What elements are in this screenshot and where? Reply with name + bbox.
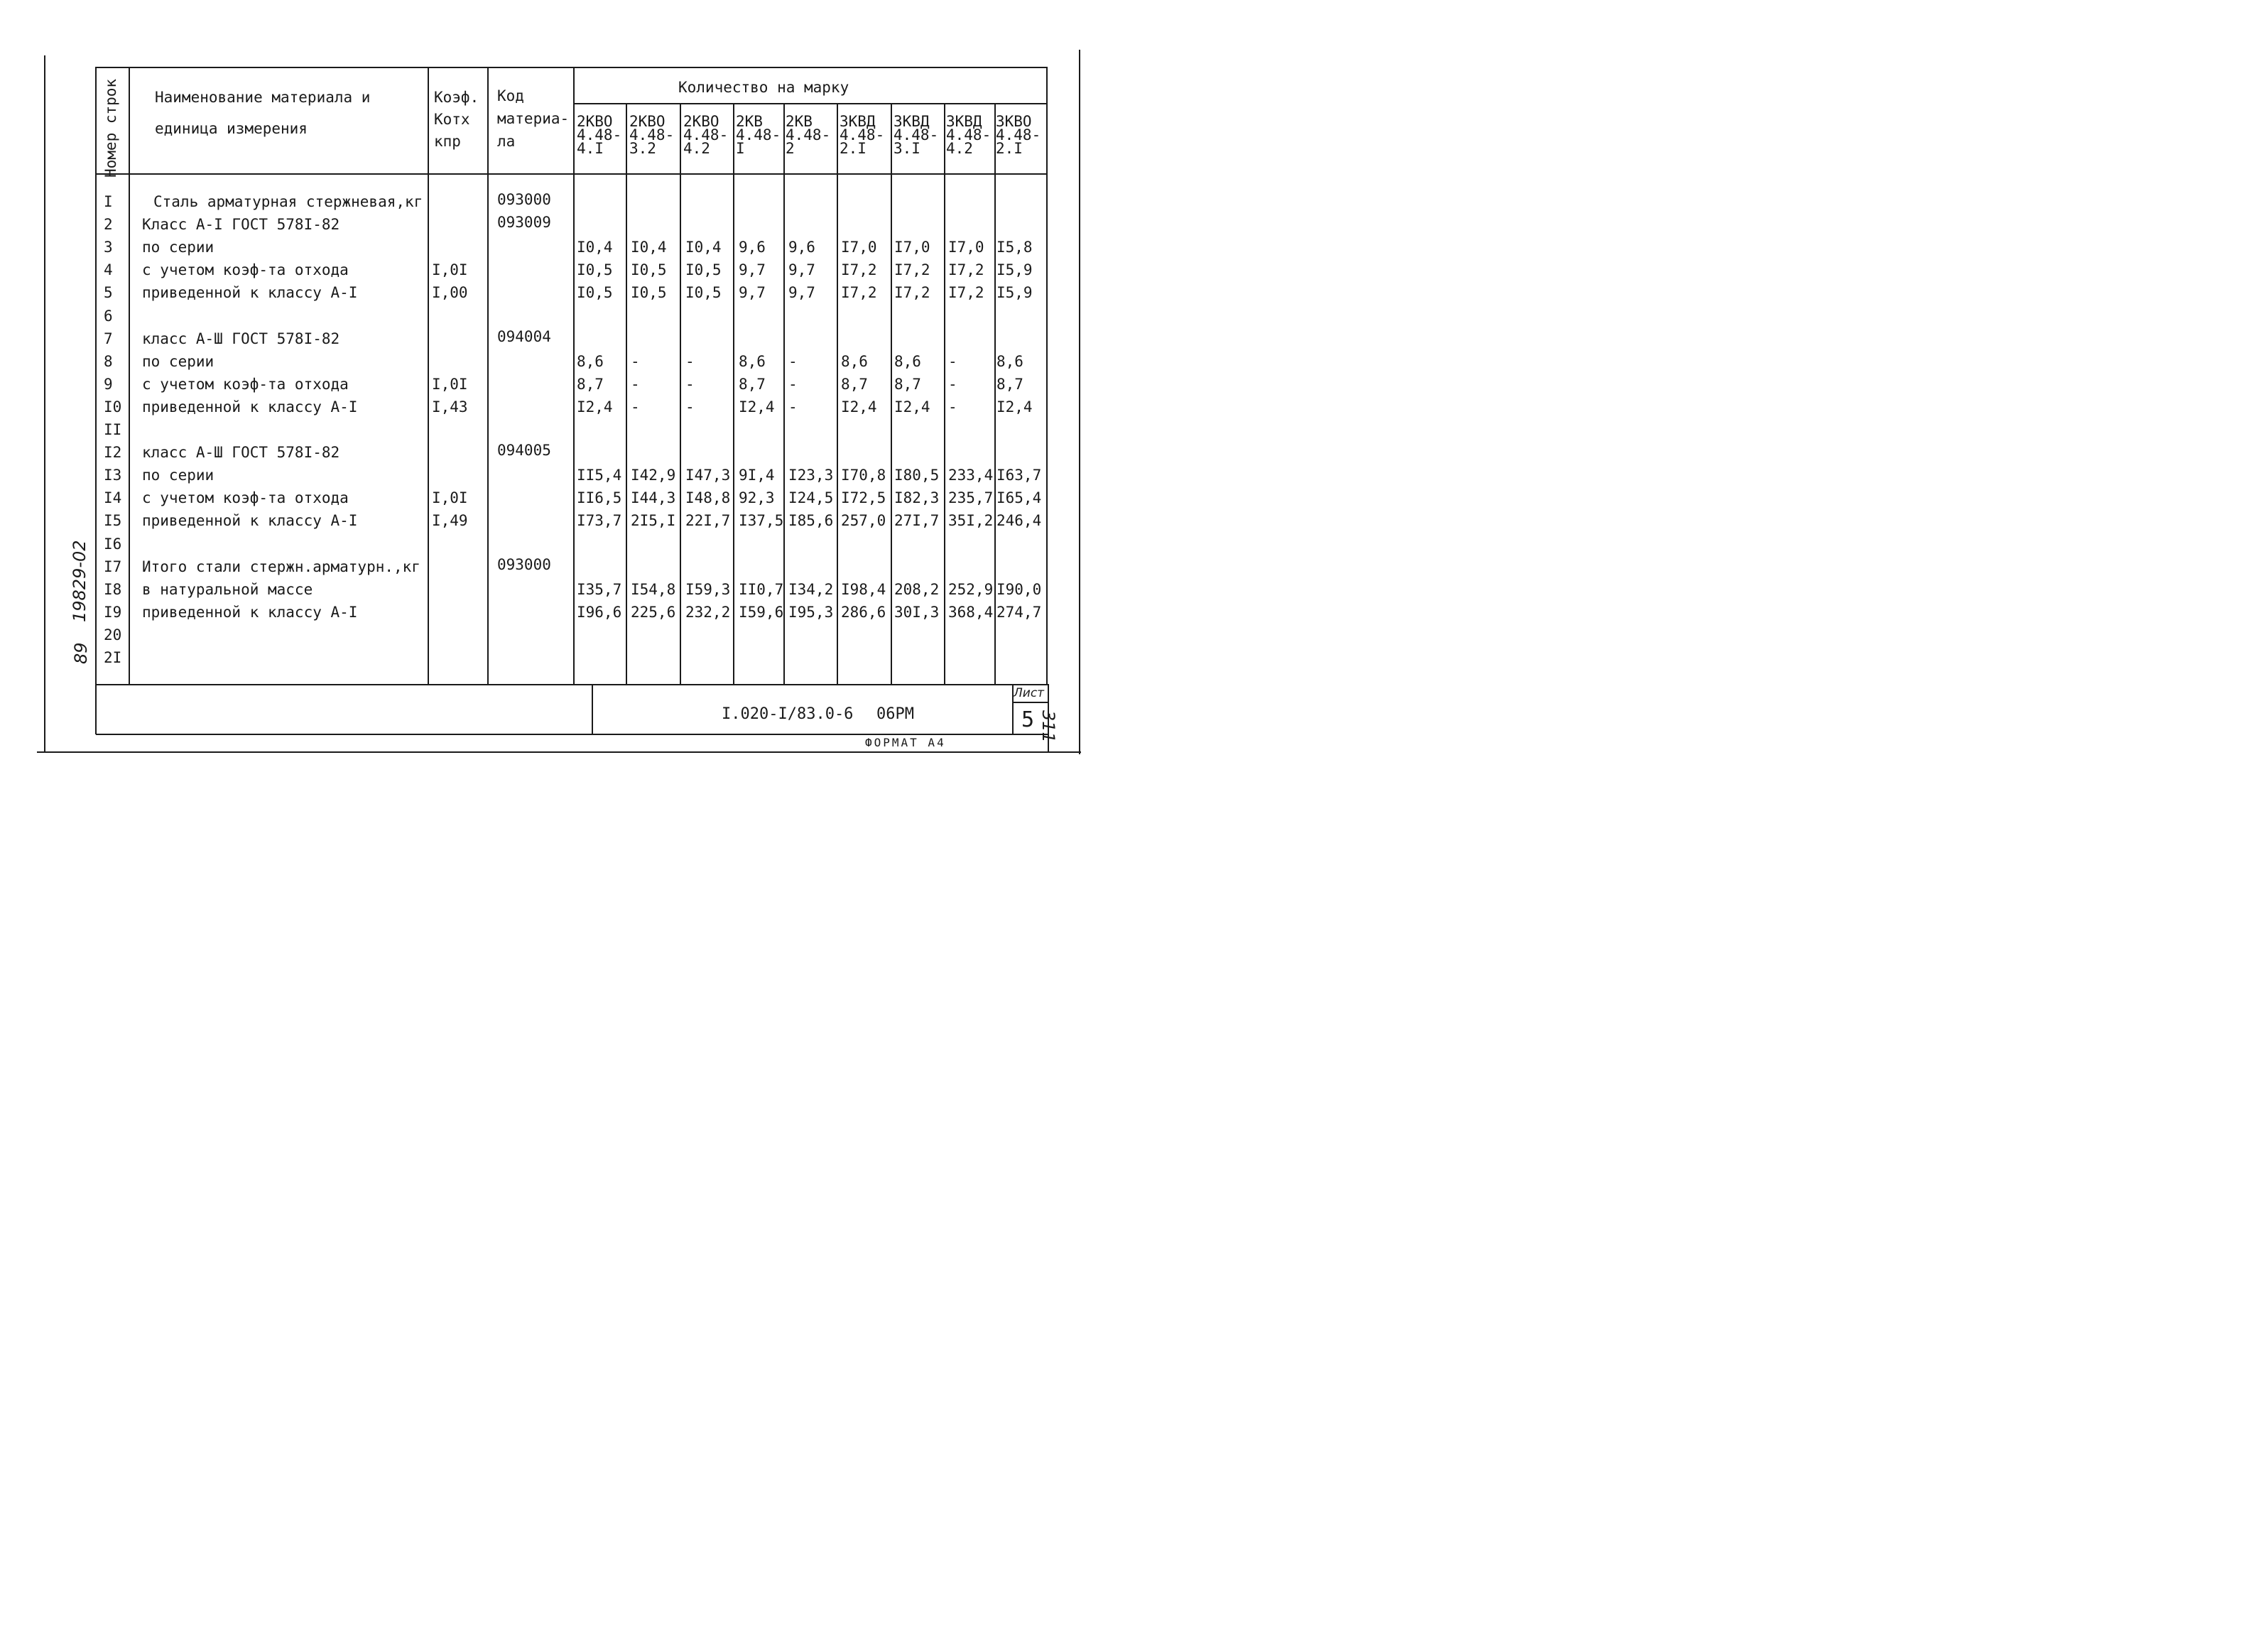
col-m6-divider <box>891 103 892 685</box>
quantity-cell: I5,9 <box>996 284 1033 301</box>
mark-header-5-line3: 2 <box>786 140 795 157</box>
quantity-cell: I0,5 <box>631 261 667 278</box>
material-code: 093000 <box>497 191 551 208</box>
quantity-cell: I85,6 <box>788 512 834 529</box>
material-name: класс А-Ш ГОСТ 578I-82 <box>142 444 340 461</box>
quantity-cell: I0,5 <box>685 284 722 301</box>
table-left-line <box>95 67 97 734</box>
quantity-cell: I2,4 <box>996 398 1033 415</box>
quantity-cell: I0,4 <box>631 239 667 256</box>
mark-header-8-line1: 3КВД <box>946 113 982 130</box>
material-code: 094005 <box>497 442 551 459</box>
sheet-label: Лист <box>1014 686 1045 700</box>
material-name: в натуральной массе <box>142 581 313 598</box>
row-number: I0 <box>104 398 122 415</box>
quantity-cell: - <box>685 353 695 370</box>
quantity-cell: - <box>948 353 957 370</box>
mark-header-4-line3: I <box>736 140 745 157</box>
quantity-cell: 2I5,I <box>631 512 676 529</box>
row-number: 3 <box>104 239 113 256</box>
mark-header-3-line2: 4.48- <box>683 126 729 143</box>
quantity-cell: I80,5 <box>894 467 940 484</box>
mark-header-7-line3: 3.I <box>893 140 920 157</box>
quantity-cell: 9I,4 <box>739 467 775 484</box>
quantity-cell: I72,5 <box>841 489 886 506</box>
quantity-cell: II6,5 <box>577 489 622 506</box>
margin-note-2: 89 <box>71 642 91 664</box>
coef-header-line1: Коэф. <box>434 89 479 106</box>
quantity-cell: 368,4 <box>948 604 994 621</box>
mark-header-7-line2: 4.48- <box>893 126 939 143</box>
quantity-cell: - <box>788 376 798 393</box>
quantity-cell: I54,8 <box>631 581 676 598</box>
coefficient: I,43 <box>432 398 468 415</box>
material-name: приведенной к классу А-I <box>142 398 358 415</box>
quantity-cell: I35,7 <box>577 581 622 598</box>
quantity-cell: 9,6 <box>788 239 815 256</box>
quantity-cell: 274,7 <box>996 604 1042 621</box>
document-code: I.020-I/83.0-6 <box>722 705 854 723</box>
quantity-cell: I90,0 <box>996 581 1042 598</box>
quantity-cell: I34,2 <box>788 581 834 598</box>
col-m2-divider <box>680 103 681 685</box>
quantity-cell: - <box>788 398 798 415</box>
quantity-cell: I0,5 <box>685 261 722 278</box>
col-m8-divider <box>994 103 996 685</box>
material-name: с учетом коэф-та отхода <box>142 376 349 393</box>
quantity-cell: I63,7 <box>996 467 1042 484</box>
quantity-cell: 9,7 <box>739 284 766 301</box>
table-right-line <box>1046 67 1048 685</box>
quantity-cell: II0,7 <box>739 581 784 598</box>
quantity-cell: I2,4 <box>894 398 930 415</box>
mark-header-7-line1: 3КВД <box>893 113 930 130</box>
quantity-cell: 92,3 <box>739 489 775 506</box>
coefficient: I,0I <box>432 376 468 393</box>
quantity-cell: I0,5 <box>577 261 613 278</box>
mark-header-9-line1: 3КВО <box>996 113 1032 130</box>
material-name: по серии <box>142 353 214 370</box>
material-name: по серии <box>142 467 214 484</box>
row-number: 6 <box>104 308 113 325</box>
row-number: I2 <box>104 444 122 461</box>
qty-header-divider <box>574 103 1048 104</box>
coefficient: I,0I <box>432 489 468 506</box>
quantity-cell: 232,2 <box>685 604 731 621</box>
quantity-cell: 35I,2 <box>948 512 994 529</box>
quantity-cell: I5,8 <box>996 239 1033 256</box>
quantity-cell: I23,3 <box>788 467 834 484</box>
mark-header-2-line2: 4.48- <box>629 126 675 143</box>
quantity-cell: I0,4 <box>577 239 613 256</box>
material-name: Сталь арматурная стержневая,кг <box>153 193 423 210</box>
row-number: I <box>104 193 113 210</box>
name-header-line2: единица измерения <box>155 120 308 137</box>
mark-header-6-line1: 3КВД <box>840 113 876 130</box>
mark-header-6-line2: 4.48- <box>840 126 885 143</box>
quantity-cell: 246,4 <box>996 512 1042 529</box>
quantity-cell: II5,4 <box>577 467 622 484</box>
quantity-cell: 9,7 <box>788 284 815 301</box>
mark-header-5-line1: 2КВ <box>786 113 813 130</box>
coefficient: I,0I <box>432 261 468 278</box>
table-body-bottom-line <box>96 684 1048 685</box>
table-top-line <box>96 67 1048 68</box>
name-header-line1: Наименование материала и <box>155 89 371 106</box>
quantity-cell: - <box>948 376 957 393</box>
quantity-cell: I5,9 <box>996 261 1033 278</box>
material-name: с учетом коэф-та отхода <box>142 489 349 506</box>
coef-header-line2: Котх <box>434 111 470 128</box>
quantity-cell: I2,4 <box>841 398 877 415</box>
quantity-cell: I44,3 <box>631 489 676 506</box>
quantity-header: Количество на марку <box>678 79 849 96</box>
quantity-cell: I70,8 <box>841 467 886 484</box>
quantity-cell: 27I,7 <box>894 512 940 529</box>
quantity-cell: I24,5 <box>788 489 834 506</box>
row-number: 2I <box>104 649 122 666</box>
col-code-divider <box>573 67 575 685</box>
quantity-cell: 252,9 <box>948 581 994 598</box>
mark-header-5-line2: 4.48- <box>786 126 831 143</box>
quantity-cell: I73,7 <box>577 512 622 529</box>
mark-header-9-line2: 4.48- <box>996 126 1041 143</box>
quantity-cell: 22I,7 <box>685 512 731 529</box>
page-right-border <box>1079 50 1080 754</box>
row-number: II <box>104 421 122 438</box>
row-number: I8 <box>104 581 122 598</box>
table-header-bottom-line <box>96 173 1048 175</box>
mark-header-3-line1: 2КВО <box>683 113 719 130</box>
row-number: I9 <box>104 604 122 621</box>
coefficient: I,00 <box>432 284 468 301</box>
code-header-line2: материа- <box>497 110 570 127</box>
quantity-cell: 8,7 <box>739 376 766 393</box>
mark-header-1-line1: 2КВО <box>577 113 613 130</box>
material-name: класс А-Ш ГОСТ 578I-82 <box>142 330 340 347</box>
document-suffix: 06РМ <box>876 705 914 723</box>
code-header-line3: ла <box>497 133 516 150</box>
quantity-cell: I59,3 <box>685 581 731 598</box>
material-code: 093000 <box>497 556 551 573</box>
quantity-cell: - <box>631 353 640 370</box>
material-name: приведенной к классу А-I <box>142 604 358 621</box>
quantity-cell: I0,5 <box>577 284 613 301</box>
col-coef-divider <box>487 67 489 685</box>
mark-header-8-line2: 4.48- <box>946 126 992 143</box>
mark-header-3-line3: 4.2 <box>683 140 710 157</box>
row-number: 8 <box>104 353 113 370</box>
row-number-header: Номер строк <box>102 78 119 178</box>
row-number: I4 <box>104 489 122 506</box>
row-number: 9 <box>104 376 113 393</box>
col-m7-divider <box>944 103 945 685</box>
coef-header-line3: кпр <box>434 133 461 150</box>
quantity-cell: - <box>685 376 695 393</box>
quantity-cell: 208,2 <box>894 581 940 598</box>
quantity-cell: I2,4 <box>577 398 613 415</box>
quantity-cell: 9,7 <box>788 261 815 278</box>
quantity-cell: I96,6 <box>577 604 622 621</box>
code-header-line1: Код <box>497 87 524 104</box>
page-left-border <box>44 55 45 753</box>
quantity-cell: 30I,3 <box>894 604 940 621</box>
material-name: с учетом коэф-та отхода <box>142 261 349 278</box>
stamp-left-divider <box>592 684 593 734</box>
row-number: I6 <box>104 536 122 553</box>
mark-header-8-line3: 4.2 <box>946 140 973 157</box>
quantity-cell: I7,2 <box>948 261 984 278</box>
quantity-cell: I48,8 <box>685 489 731 506</box>
mark-header-4-line2: 4.48- <box>736 126 781 143</box>
quantity-cell: I47,3 <box>685 467 731 484</box>
quantity-cell: 8,6 <box>739 353 766 370</box>
mark-header-2-line3: 3.2 <box>629 140 656 157</box>
col-m5-divider <box>837 103 838 685</box>
material-name: Итого стали стержн.арматурн.,кг <box>142 558 420 575</box>
page-bottom-border <box>37 751 1081 753</box>
quantity-cell: I7,2 <box>894 261 930 278</box>
row-number: 2 <box>104 216 113 233</box>
quantity-cell: 225,6 <box>631 604 676 621</box>
mark-header-4-line1: 2КВ <box>736 113 763 130</box>
quantity-cell: I7,2 <box>841 284 877 301</box>
quantity-cell: 8,7 <box>841 376 868 393</box>
sheet-number: 5 <box>1021 707 1035 732</box>
material-name: приведенной к классу А-I <box>142 284 358 301</box>
material-code: 094004 <box>497 328 551 345</box>
quantity-cell: - <box>685 398 695 415</box>
quantity-cell: I2,4 <box>739 398 775 415</box>
quantity-cell: - <box>631 376 640 393</box>
quantity-cell: I37,5 <box>739 512 784 529</box>
mark-header-6-line3: 2.I <box>840 140 867 157</box>
quantity-cell: 8,6 <box>894 353 921 370</box>
quantity-cell: I42,9 <box>631 467 676 484</box>
col-num-divider <box>129 67 130 685</box>
mark-header-2-line1: 2КВО <box>629 113 666 130</box>
quantity-cell: 9,6 <box>739 239 766 256</box>
quantity-cell: 286,6 <box>841 604 886 621</box>
col-m4-divider <box>783 103 785 685</box>
quantity-cell: I7,0 <box>894 239 930 256</box>
coefficient: I,49 <box>432 512 468 529</box>
quantity-cell: 8,6 <box>841 353 868 370</box>
stamp-sheet-label-line <box>1012 702 1048 703</box>
quantity-cell: 8,7 <box>996 376 1023 393</box>
quantity-cell: I82,3 <box>894 489 940 506</box>
quantity-cell: - <box>948 398 957 415</box>
quantity-cell: 8,6 <box>996 353 1023 370</box>
quantity-cell: I7,0 <box>841 239 877 256</box>
quantity-cell: 235,7 <box>948 489 994 506</box>
row-number: 20 <box>104 626 122 643</box>
quantity-cell: I0,5 <box>631 284 667 301</box>
quantity-cell: I7,2 <box>948 284 984 301</box>
row-number: 7 <box>104 330 113 347</box>
quantity-cell: I59,6 <box>739 604 784 621</box>
mark-header-1-line2: 4.48- <box>577 126 622 143</box>
quantity-cell: I65,4 <box>996 489 1042 506</box>
row-number: 4 <box>104 261 113 278</box>
quantity-cell: - <box>631 398 640 415</box>
material-name: по серии <box>142 239 214 256</box>
mark-header-9-line3: 2.I <box>996 140 1023 157</box>
material-code: 093009 <box>497 214 551 231</box>
quantity-cell: I0,4 <box>685 239 722 256</box>
mark-header-1-line3: 4.I <box>577 140 604 157</box>
material-name: Класс А-I ГОСТ 578I-82 <box>142 216 340 233</box>
quantity-cell: I7,2 <box>894 284 930 301</box>
side-sheet-number: 311 <box>1038 710 1058 743</box>
col-name-divider <box>428 67 429 685</box>
quantity-cell: 8,6 <box>577 353 604 370</box>
quantity-cell: I7,2 <box>841 261 877 278</box>
col-m1-divider <box>626 103 627 685</box>
col-m3-divider <box>733 103 734 685</box>
format-label: ФОРМАТ А4 <box>865 736 946 749</box>
quantity-cell: 233,4 <box>948 467 994 484</box>
material-name: приведенной к классу А-I <box>142 512 358 529</box>
row-number: I3 <box>104 467 122 484</box>
row-number: 5 <box>104 284 113 301</box>
quantity-cell: I95,3 <box>788 604 834 621</box>
quantity-cell: - <box>788 353 798 370</box>
row-number: I7 <box>104 558 122 575</box>
quantity-cell: 257,0 <box>841 512 886 529</box>
margin-note: 19829-02 <box>70 540 89 622</box>
quantity-cell: I98,4 <box>841 581 886 598</box>
quantity-cell: 8,7 <box>577 376 604 393</box>
quantity-cell: 9,7 <box>739 261 766 278</box>
quantity-cell: 8,7 <box>894 376 921 393</box>
row-number: I5 <box>104 512 122 529</box>
quantity-cell: I7,0 <box>948 239 984 256</box>
